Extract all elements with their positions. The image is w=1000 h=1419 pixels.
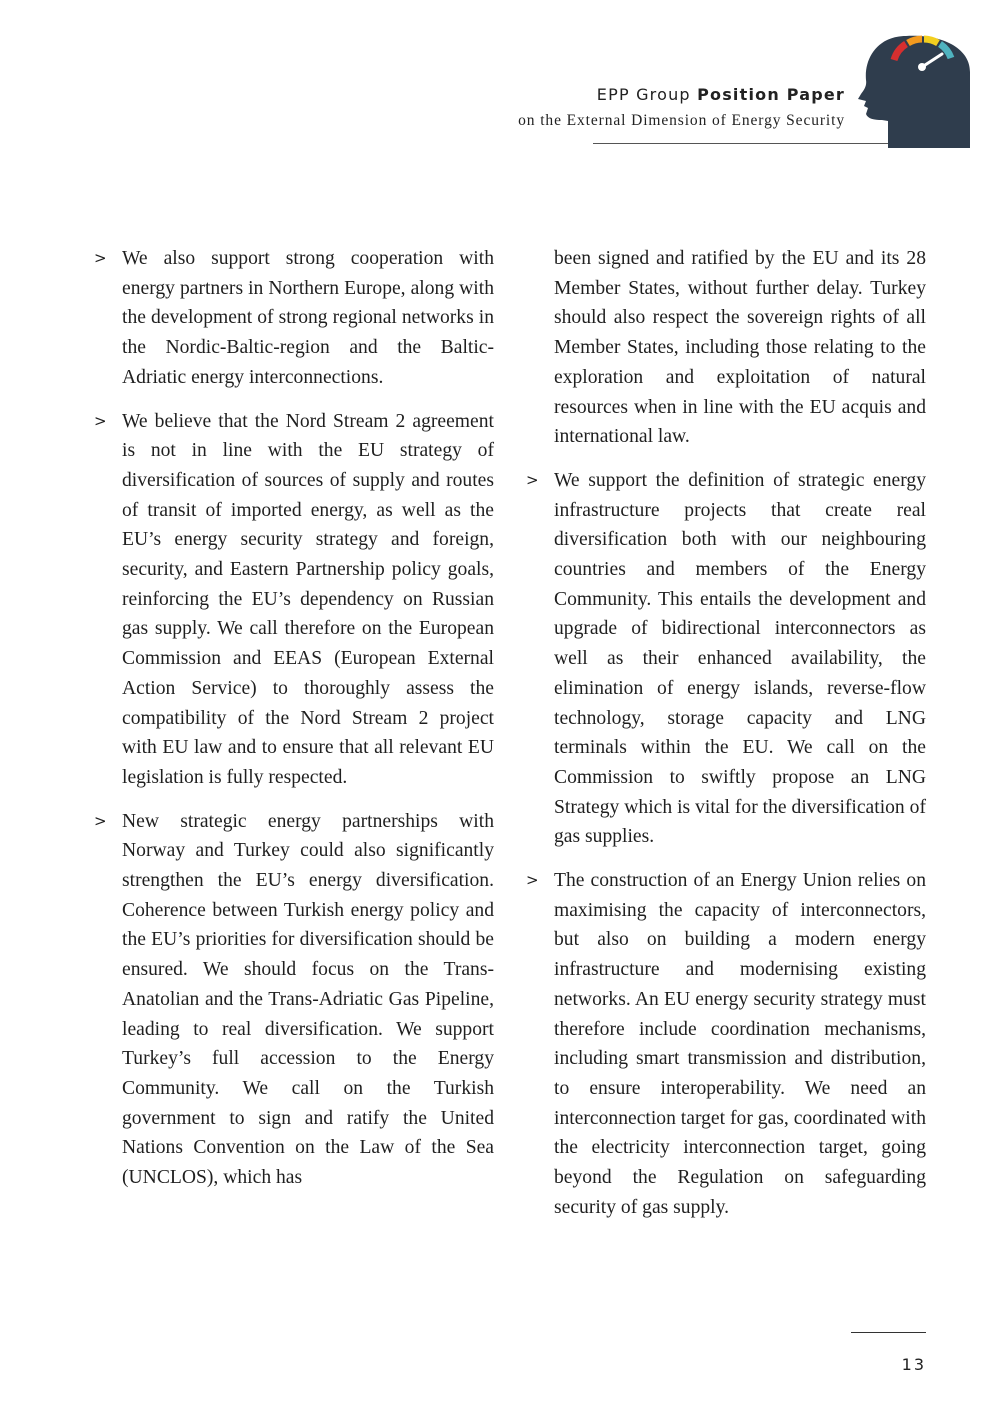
bullet-text: The construction of an Energy Union relies on maximising the capacity of interconnectors, but also on building a modern energy infrastructure and modernising existing networks. An EU energy security strategy must therefore include coordination mechanisms, including smart transmission and distribution, to ensure interoperability. We need an interconnection target for gas, coordinated with the electricity interconnection target, going beyond the Regulation on safeguarding security of gas supply.	[554, 870, 926, 1218]
bullet-marker: >	[94, 811, 107, 830]
bullet-text: We support the definition of strategic energy infrastructure projects that create real diversification both with our neighbouring countries and members of the Energy Community. This entails the development and upgrade of bidirectional interconnectors as well as their enhanced availability, the elimination of energy islands, reverse-flow technology, storage capacity and LNG terminals within the EU. We call on the Commission to swiftly propose an LNG Strategy which is vital for the diversification of gas supplies.	[554, 469, 926, 848]
page-number: 13	[901, 1355, 926, 1374]
bullet-energy-union	[526, 866, 926, 1222]
bullet-text: New strategic energy partnerships with Norway and Turkey could also significantly strengthen the EU’s energy diversification. Coherence between Turkish energy policy and the EU’s priorities for diversification should be ensured. We should focus on the Trans-Anatolian and the Trans-Adriatic Gas Pipeline, leading to real diversification. We support Turkey’s full accession to the Energy Community. We call on the Turkish government to sign and ratify the United Nations Convention on the Law of the Sea (UNCLOS), which has	[122, 810, 494, 1189]
bullet-marker: >	[94, 249, 107, 267]
bullet-norway-turkey	[94, 807, 494, 1193]
bullet-text: We also support strong cooperation with energy partners in Northern Europe, along with the development of strong regional networks in the Nordic-Baltic-region and the Baltic-Adriatic energy interconnections.	[122, 248, 494, 388]
header-title	[597, 85, 845, 104]
bullet-strategic-infrastructure	[526, 466, 926, 852]
gauge-yellow-segment	[924, 39, 938, 43]
head-gauge-logo-icon	[858, 20, 970, 148]
continued-paragraph: been signed and ratified by the EU and its 28 Member States, without further delay. Turkey should also respect the sovereign rights of all Member States, including those relating to the exploration and exploitation of natural resources when in line with the EU acquis and international law.	[554, 248, 926, 448]
bullet-nord-stream	[94, 407, 494, 793]
right-column	[526, 244, 926, 1237]
bullet-marker: >	[94, 411, 107, 430]
header-subtitle: on the External Dimension of Energy Security	[518, 112, 845, 129]
bullet-marker: >	[526, 871, 539, 890]
page-number-divider	[851, 1332, 926, 1333]
bullet-northern-europe	[94, 244, 494, 393]
left-column	[94, 244, 494, 1207]
gauge-needle-hub	[918, 63, 926, 71]
logo-head-silhouette	[858, 36, 970, 148]
bullet-marker: >	[526, 470, 539, 489]
header-title-prefix: EPP Group	[596, 85, 691, 104]
bullet-text: We believe that the Nord Stream 2 agreement is not in line with the EU strategy of diversification of sources of supply and routes of transit of imported energy, as well as the EU’s energy security strategy and foreign, security, and Eastern Partnership policy goals, reinforcing the EU’s dependency on Russian gas supply. We call therefore on the European Commission and EEAS (European External Action Service) to thoroughly assess the compatibility of the Nord Stream 2 project with EU law and to ensure that all relevant EU legislation is fully respected.	[122, 410, 494, 788]
gauge-orange-segment	[908, 39, 922, 43]
header-title-bold: Position Paper	[697, 85, 845, 104]
page-header	[0, 0, 1000, 150]
